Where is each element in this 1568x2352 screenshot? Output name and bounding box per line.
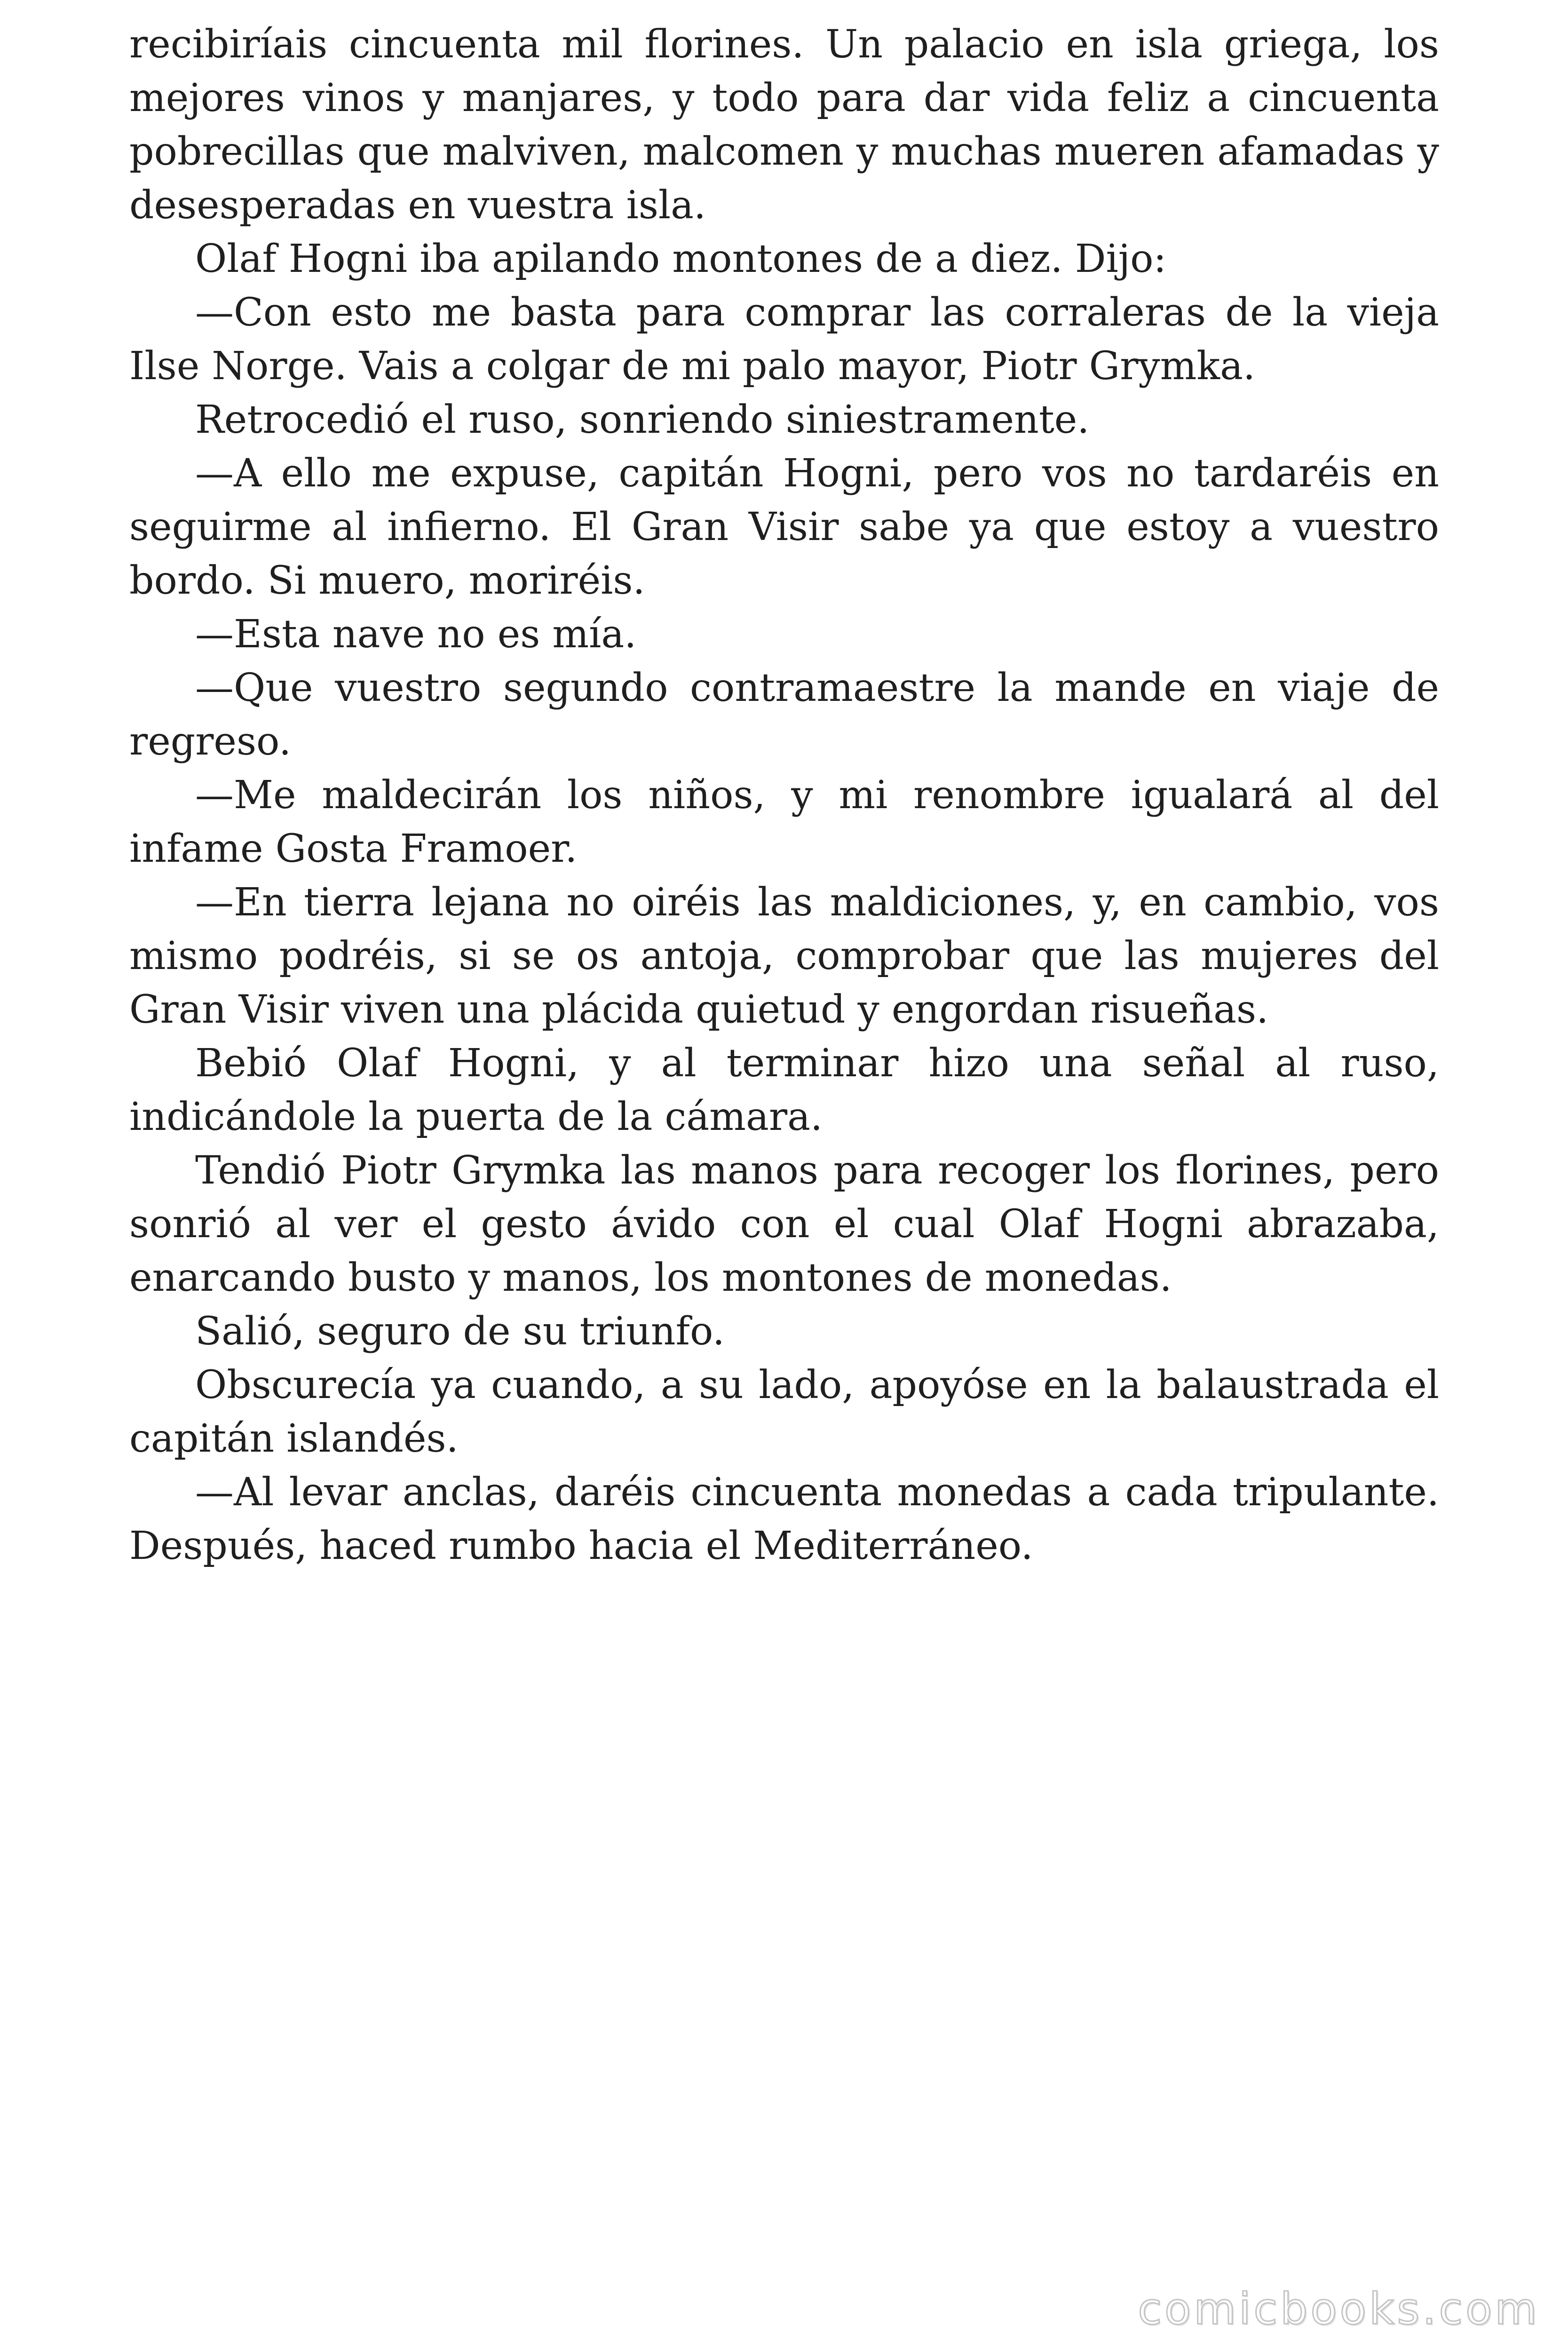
page-text (129, 18, 1439, 1573)
paragraph: —Me maldecirán los niños, y mi renombre igualará al del infame Gosta Framoer. (129, 773, 1439, 871)
paragraph: Tendió Piotr Grymka las manos para recoger los florines, pero sonrió al ver el gesto ávido con el cual Olaf Hogni abrazaba, enarcando busto y manos, los montones de monedas. (129, 1148, 1439, 1300)
paragraph: —Esta nave no es mía. (195, 612, 637, 657)
paragraph: —A ello me expuse, capitán Hogni, pero vos no tardaréis en seguirme al infierno. El Gran Visir sabe ya que estoy a vuestro bordo. Si muero, moriréis. (129, 451, 1439, 603)
paragraph: Retrocedió el ruso, sonriendo siniestramente. (195, 397, 1090, 442)
paragraph: —Al levar anclas, daréis cincuenta monedas a cada tripulante. Después, haced rumbo hacia el Mediterráneo. (129, 1470, 1439, 1568)
paragraph: recibiríais cincuenta mil florines. Un palacio en isla griega, los mejores vinos y manjares, y todo para dar vida feliz a cincuenta pobrecillas que malviven, malcomen y muchas mueren afamadas y desesperadas en vuestra isla. (129, 22, 1439, 228)
paragraph: Bebió Olaf Hogni, y al terminar hizo una señal al ruso, indicándole la puerta de la cámara. (129, 1041, 1439, 1139)
paragraph: —Que vuestro segundo contramaestre la mande en viaje de regreso. (129, 666, 1439, 764)
paragraph: —Con esto me basta para comprar las corraleras de la vieja Ilse Norge. Vais a colgar de mi palo mayor, Piotr Grymka. (129, 290, 1439, 389)
paragraph: —En tierra lejana no oiréis las maldiciones, y, en cambio, vos mismo podréis, si se os antoja, comprobar que las mujeres del Gran Visir viven una plácida quietud y engordan risueñas. (129, 880, 1439, 1032)
paragraph: Salió, seguro de su triunfo. (195, 1309, 725, 1354)
watermark: comicbooks.com (1138, 2284, 1540, 2334)
paragraph: Obscurecía ya cuando, a su lado, apoyóse en la balaustrada el capitán islandés. (129, 1363, 1439, 1461)
paragraph: Olaf Hogni iba apilando montones de a diez. Dijo: (195, 237, 1167, 281)
